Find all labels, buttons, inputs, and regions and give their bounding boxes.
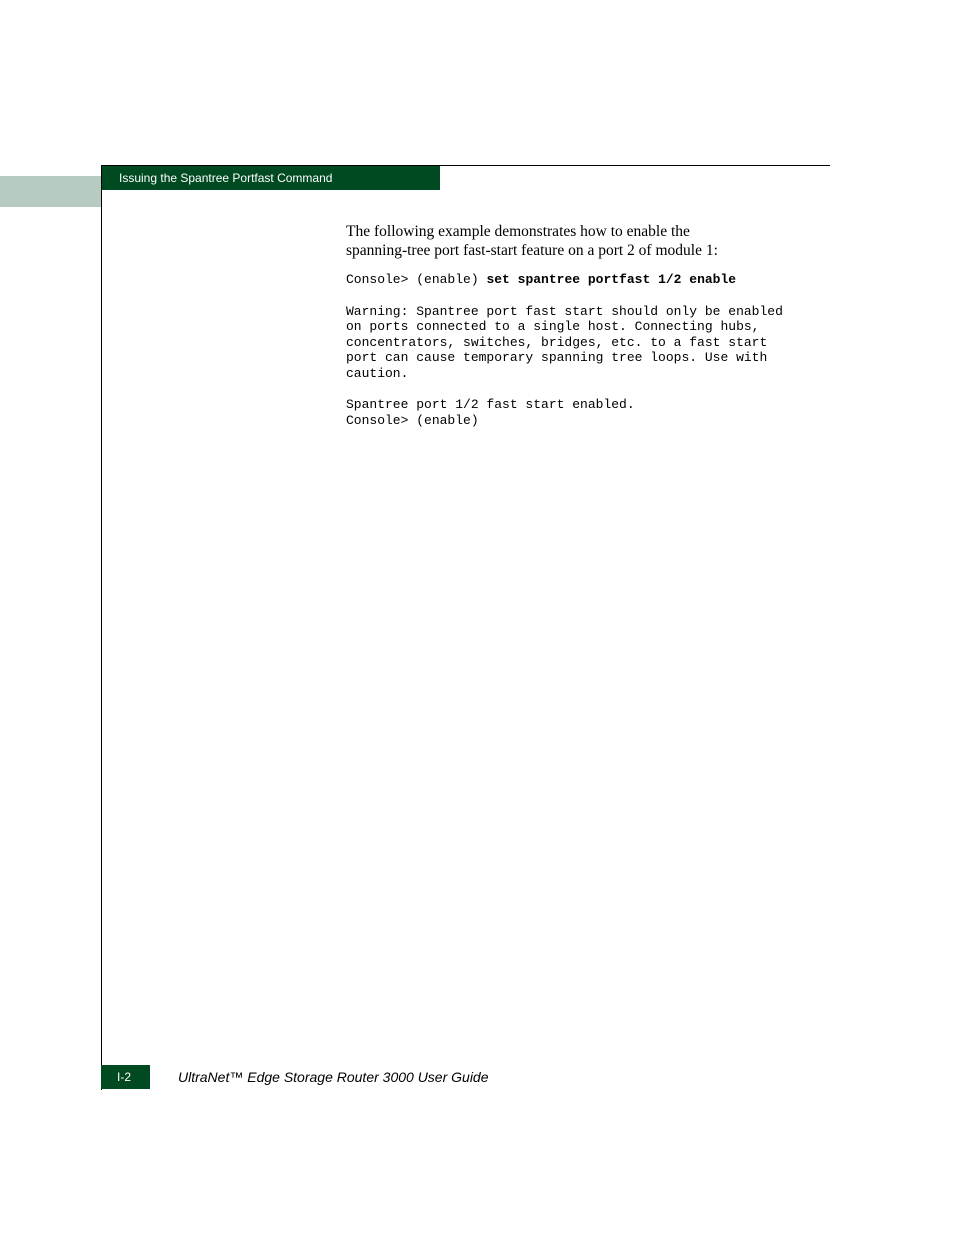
command-text: set spantree portfast 1/2 enable: [486, 272, 737, 287]
warning-line: concentrators, switches, bridges, etc. to a fast start: [346, 334, 768, 350]
warning-line: caution.: [346, 365, 409, 381]
result-line: Console> (enable): [346, 412, 479, 428]
page-number-box: [101, 1065, 150, 1089]
section-title: Issuing the Spantree Portfast Command: [119, 171, 333, 185]
warning-line: Warning: Spantree port fast start should only be enabled: [346, 303, 783, 319]
intro-line-1: The following example demonstrates how to enable the: [346, 223, 690, 240]
book-title: UltraNet™ Edge Storage Router 3000 User Guide: [178, 1069, 489, 1085]
side-tab-marker: [0, 176, 101, 207]
warning-line: on ports connected to a single host. Connecting hubs,: [346, 319, 760, 334]
command-prompt: Console> (enable): [346, 272, 487, 287]
page-number: I-2: [117, 1070, 132, 1084]
main-content: [346, 223, 826, 428]
command-example: [346, 272, 826, 288]
warning-line: port can cause temporary spanning tree loops. Use with: [346, 350, 768, 365]
result-line: Spantree port 1/2 fast start enabled.: [346, 397, 635, 412]
result-output: [346, 397, 826, 428]
running-header: [102, 166, 440, 190]
left-margin-rule: [101, 165, 102, 1090]
warning-output: [346, 304, 826, 382]
intro-line-2: spanning-tree port fast-start feature on a port 2 of module 1:: [346, 241, 718, 259]
intro-paragraph: [346, 223, 826, 260]
